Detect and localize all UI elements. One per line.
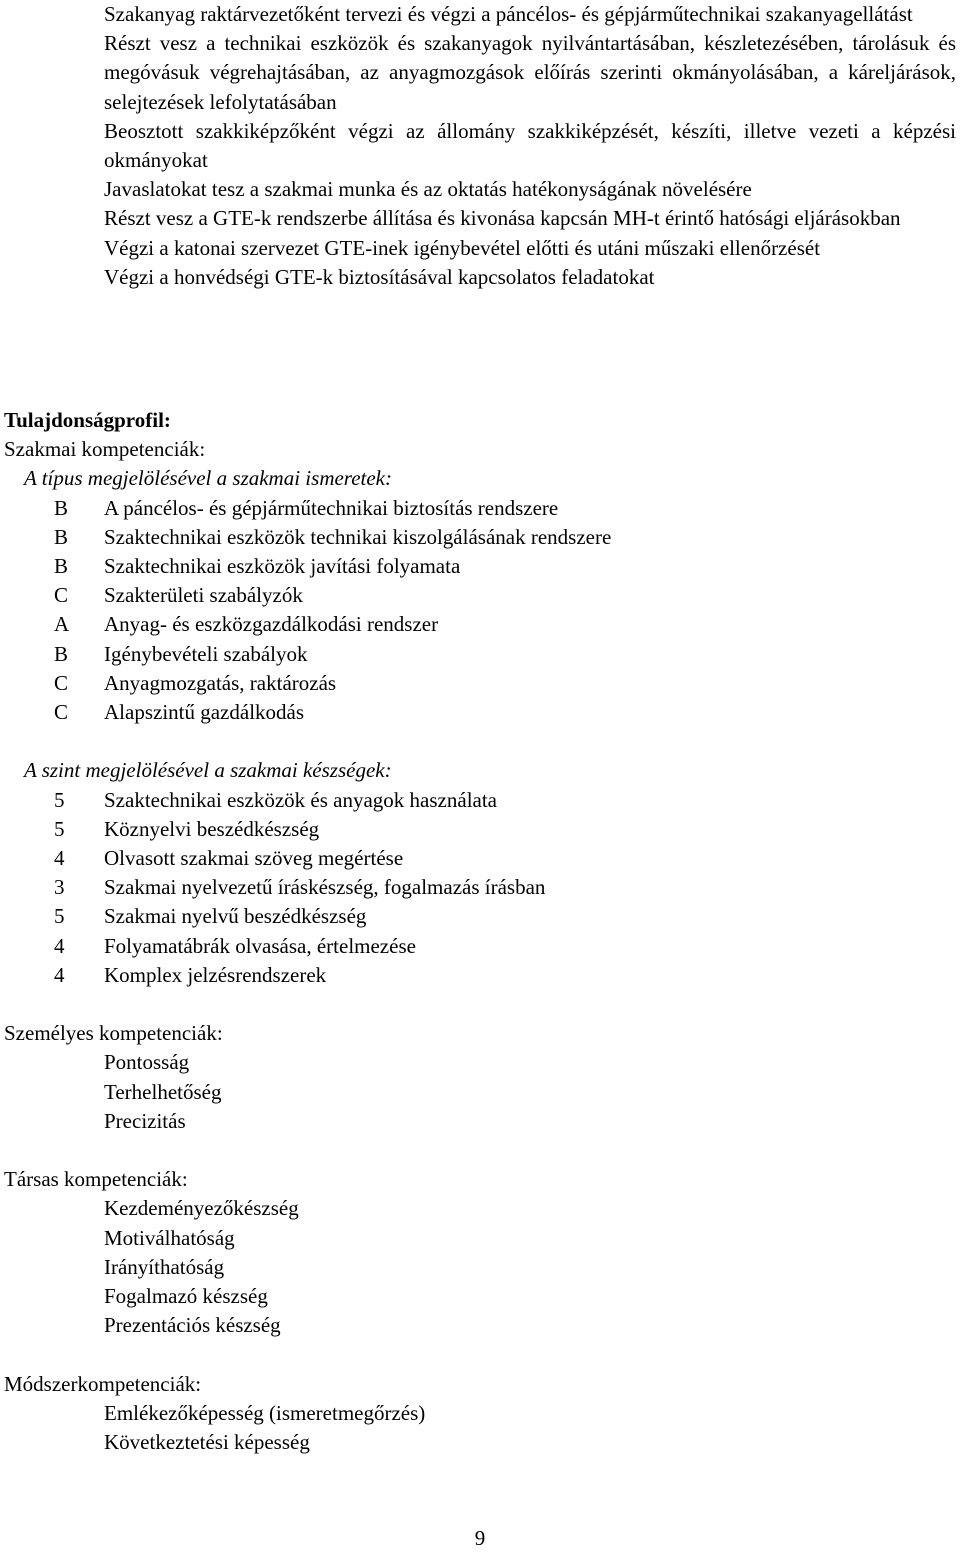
skill-level: 5	[54, 904, 65, 929]
knowledge-text: Anyagmozgatás, raktározás	[104, 670, 337, 695]
skill-text: Folyamatábrák olvasása, értelmezése	[104, 933, 416, 958]
skill-level: 3	[54, 875, 65, 900]
personal-item: Pontosság	[104, 1050, 190, 1075]
duty-item: Részt vesz a technikai eszközök és szakanyagok nyilvántartásában, készletezésében, tárolásuk és megóvásuk végrehajtásában, az anyagmozgások előírás szerinti okmányolásában, a káreljárások, selejtezések lefolytatásában	[104, 31, 956, 114]
knowledge-text: A páncélos- és gépjárműtechnikai biztosítás rendszere	[104, 495, 559, 520]
skill-level: 5	[54, 816, 65, 841]
knowledge-code: C	[54, 670, 69, 695]
knowledge-text: Igénybevételi szabályok	[104, 641, 308, 666]
knowledge-code: C	[54, 583, 69, 608]
knowledge-row	[4, 610, 956, 639]
personal-item: Terhelhetőség	[104, 1079, 222, 1104]
duty-item: Beosztott szakkiképzőként végzi az állomány szakkiképzését, készíti, illetve vezeti a képzési okmányokat	[104, 118, 956, 173]
knowledge-label: A típus megjelölésével a szakmai ismeretek:	[24, 466, 392, 491]
knowledge-code: B	[54, 524, 69, 549]
personal-competencies-heading: Személyes kompetenciák:	[4, 1021, 223, 1046]
method-competencies-heading: Módszerkompetenciák:	[4, 1371, 202, 1396]
skill-row	[4, 961, 956, 990]
skill-text: Köznyelvi beszédkészség	[104, 816, 320, 841]
social-item: Motiválhatóság	[104, 1225, 235, 1250]
knowledge-code: B	[54, 554, 69, 579]
knowledge-row	[4, 669, 956, 698]
skill-text: Komplex jelzésrendszerek	[104, 962, 327, 987]
knowledge-code: C	[54, 700, 69, 725]
skill-level: 4	[54, 962, 65, 987]
knowledge-code: B	[54, 495, 69, 520]
knowledge-row	[4, 494, 956, 523]
profile-title: Tulajdonságprofil:	[4, 408, 171, 432]
knowledge-row	[4, 640, 956, 669]
spacer	[4, 727, 956, 756]
social-item: Fogalmazó készség	[104, 1284, 268, 1309]
skills-list	[4, 786, 956, 990]
skill-level: 4	[54, 846, 65, 871]
social-list	[4, 1194, 956, 1340]
skill-row	[4, 932, 956, 961]
profile-section	[4, 406, 956, 1457]
knowledge-row	[4, 523, 956, 552]
method-item: Következtetési képesség	[104, 1430, 310, 1455]
personal-item: Precizitás	[104, 1108, 186, 1133]
professional-competencies-heading: Szakmai kompetenciák:	[4, 437, 206, 462]
knowledge-text: Szaktechnikai eszközök javítási folyamata	[104, 554, 461, 579]
skill-row	[4, 902, 956, 931]
skill-level: 5	[54, 787, 65, 812]
spacer	[4, 990, 956, 1019]
skill-row	[4, 873, 956, 902]
skill-text: Szakmai nyelvezetű íráskészség, fogalmazás írásban	[104, 875, 546, 900]
skill-text: Olvasott szakmai szöveg megértése	[104, 846, 404, 871]
knowledge-text: Szaktechnikai eszközök technikai kiszolgálásának rendszere	[104, 524, 612, 549]
skill-row	[4, 786, 956, 815]
knowledge-text: Szakterületi szabályzók	[104, 583, 303, 608]
duty-item: Részt vesz a GTE-k rendszerbe állítása és kivonása kapcsán MH-t érintő hatósági eljárásokban	[104, 206, 901, 231]
knowledge-list	[4, 494, 956, 728]
spacer	[4, 1136, 956, 1165]
knowledge-text: Alapszintű gazdálkodás	[104, 700, 305, 725]
skill-level: 4	[54, 933, 65, 958]
method-list	[4, 1399, 956, 1457]
knowledge-row	[4, 581, 956, 610]
skill-row	[4, 844, 956, 873]
method-item: Emlékezőképesség (ismeretmegőrzés)	[104, 1400, 426, 1425]
social-competencies-heading: Társas kompetenciák:	[4, 1167, 188, 1192]
knowledge-code: B	[54, 641, 69, 666]
social-item: Irányíthatóság	[104, 1254, 225, 1279]
skill-text: Szakmai nyelvű beszédkészség	[104, 904, 367, 929]
page-number: 9	[474, 1526, 486, 1550]
skill-row	[4, 815, 956, 844]
knowledge-row	[4, 698, 956, 727]
duty-item: Szakanyag raktárvezetőként tervezi és végzi a páncélos- és gépjárműtechnikai szakanyagellátást	[104, 2, 913, 26]
skill-text: Szaktechnikai eszközök és anyagok használata	[104, 787, 498, 812]
duty-item: Javaslatokat tesz a szakmai munka és az oktatás hatékonyságának növelésére	[104, 177, 752, 202]
skills-label: A szint megjelölésével a szakmai készségek:	[24, 758, 392, 783]
social-item: Prezentációs készség	[104, 1313, 281, 1338]
spacer	[4, 1340, 956, 1369]
knowledge-row	[4, 552, 956, 581]
duty-item: Végzi a katonai szervezet GTE-inek igénybevétel előtti és utáni műszaki ellenőrzését	[104, 235, 821, 260]
personal-list	[4, 1048, 956, 1136]
social-item: Kezdeményezőkészség	[104, 1196, 299, 1221]
knowledge-text: Anyag- és eszközgazdálkodási rendszer	[104, 612, 439, 637]
knowledge-code: A	[54, 612, 70, 637]
duties-list	[104, 0, 956, 292]
duty-item: Végzi a honvédségi GTE-k biztosításával kapcsolatos feladatokat	[104, 264, 655, 289]
